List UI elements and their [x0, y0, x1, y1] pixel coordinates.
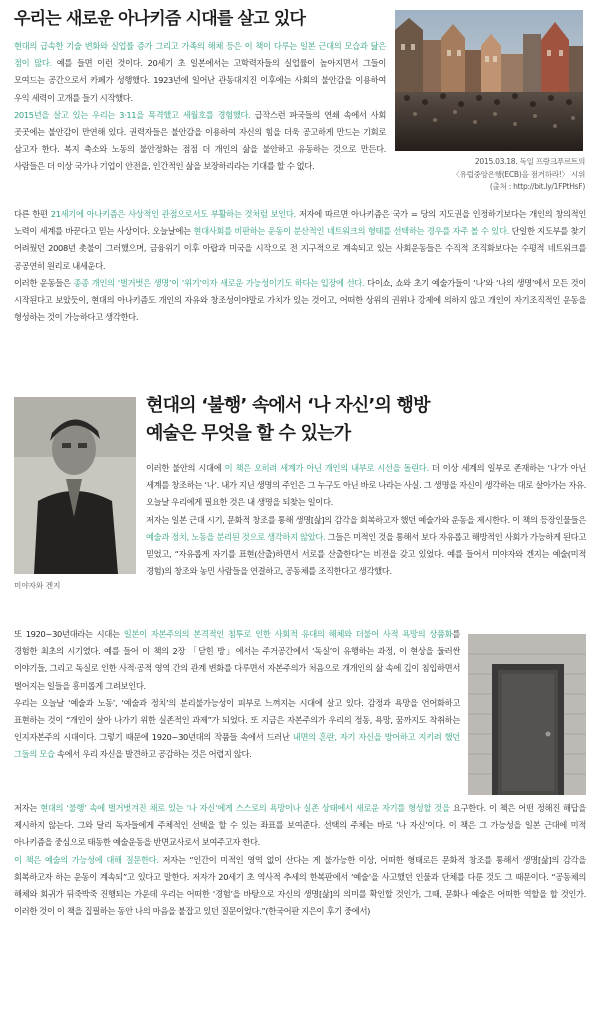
- highlighted-text: 종종 개인의 ‘벌거벗은 생명’이 ‘위기’이자 새로운 가능성이기도 하다는 입장에 선다.: [73, 277, 365, 288]
- section2-paragraph-2: [14, 626, 460, 764]
- body-text: 를 경험한 최초의 시기였다. 예를 들어 이 책의 2장 「닫힌 방」에서는 주거공간에서 ‘독실’이 유행하는 과정, 이 현상을 둘러싼 이야기들, 그리고 독실로 인한 사적·공적 영역 간의 관계 변화를 다루면서 자본주의가 처음으로 개개인의 삶 속에 깊이 침입하면서 벌어지는 일들을 흥미롭게 그려보인다.: [14, 629, 461, 691]
- photo-caption: [395, 156, 585, 194]
- highlighted-text: 현대의 ‘불행’ 속에 벌거벗겨진 채로 있는 ‘나 자신’에게 스스로의 욕망이나 실존 상태에서 새로운 자기를 형성할 것을: [40, 803, 450, 813]
- body-text: 속에서 우리 자신을 발견하고 공감하는 것은 어렵지 않다.: [54, 749, 252, 760]
- body-text: 저자에 따르면 아나키즘은 국가 = 당의 지도권을 인정하기보다는 개인의 창의적인 노력이 세계를 바꾼다고 믿는 사상이다. 오늘날에는: [14, 209, 586, 237]
- caption-line: 〈유럽중앙은행(ECB)을 점거하라!〉 시위: [452, 169, 585, 179]
- body-text: 이러한 운동들은: [14, 277, 74, 288]
- highlighted-text: 일본이 자본주의의 본격적인 침투로 인한 사회적 유대의 해체와 더불어 사적 욕망의 상품화: [123, 629, 453, 639]
- section1-body-paragraph: [14, 206, 586, 326]
- body-text: 그들은 미적인 것을 통해서 보다 자유롭고 해방적인 사회가 가능하게 된다고 믿었고, “자유롭게 자기를 표현(산출)하면서 서로를 산출한다”는 비전을 갖고 있었다. 예를 들어서 미야자와 겐지는 예술(미적 경험)의 창조와 농민 사람들을 연결하고, 공동체를 조직한다고 생각했다.: [146, 531, 586, 577]
- section2-paragraph-3: [14, 800, 586, 920]
- section2-title-block: [146, 392, 586, 448]
- highlighted-text: 이 책은 예술의 가능성에 대해 질문한다.: [14, 854, 159, 865]
- highlighted-text: 예술과 정치, 노동을 분리된 것으로 생각하지 않았다.: [146, 531, 326, 542]
- body-text: 또 1920~30년대라는 시대는: [14, 629, 124, 639]
- closed-door-image: [468, 634, 586, 795]
- body-text: 요구한다. 이 책은 어떤 정해진 해답을 제시하지 않는다. 그와 달리 독자들에게 주체적인 선택을 할 수 있는 좌표를 보여준다. 선택의 주체는 바로 ‘나 자신’이다. 이 책은 그 가능성을 일본 근대에 미적 아나키즘을 중심으로 태동한 예술운동을 반면교사로서 보여주고자 한다.: [14, 803, 586, 848]
- highlighted-text: 현대의 급속한 기술 변화와 실업률 증가 그리고 가족의 해체 등은 이 책이 다루는 일본 근대의 모습과 닮은 점이 많다.: [14, 41, 386, 69]
- highlighted-text: 내면의 혼란, 자기 자신을 방어하고 지키려 했던 그들의 모습: [14, 732, 460, 760]
- body-text: 예를 들면 이런 것이다. 20세기 초 일본에서는 고학력자들의 실업률이 높아지면서 그들이 모여드는 공간으로서 카페가 성행했다. 1923년에 일어난 관동대지진 이후에는 사회의 불안감을 이용하여 우익 세력이 고개를 들기 시작했다.: [14, 58, 387, 103]
- section2-subtitle: 예술은 무엇을 할 수 있는가: [146, 423, 351, 444]
- body-text: 저자는: [14, 803, 41, 813]
- highlighted-text: 21세기에 아나키즘은 사상적인 관점으로서도 부활하는 것처럼 보인다.: [50, 209, 296, 219]
- body-text: 단일한 지도부를 찾기 어려웠던 2008년 촛불이 그러했으며, 금융위기 이후 아랍과 미국을 시작으로 전 지구적으로 계속되고 있는 사회운동들은 수직적 조직화보다는 수평적 네트워크를 공공연히 원리로 내세운다.: [14, 226, 586, 271]
- body-text: 다른 한편: [14, 209, 51, 219]
- body-text: 급작스런 파국들의 연쇄 속에서 사회 곳곳에는 불안감이 만연해 있다. 권력자들은 불안감을 이용하여 자신의 힘을 더욱 공고하게 만드는 기회로 삼고자 한다. 복지 축소와 노동의 불안정화는 점점 더 개인의 삶을 불안하고 유동하는 것으로 만든다. 사람들은 더 이상 국가나 기업이 안전을, 인간적인 삶을 보장하리라는 기대를 할 수 없다.: [14, 109, 386, 172]
- body-text: 저자는 “인간이 미적인 영역 없이 산다는 게 불가능한 이상, 어떠한 형태로든 문화적 창조를 통해서 생명[삶]의 감각을 회복하고자 하는 운동이 계속되”고 있다고 말한다. 저자가 20세기 초 역사적 추세의 한복판에서 ‘예술’을 사고했던 인물과 단체를 다룬 것도 그 때문이다. “공동체의 해체와 회귀가 뒤죽박죽 진행되는 가운데 우리는 어떠한 ‘경험’을 바탕으로 자신의 생명[삶]의 의미를 확인할 것인가, 그때, 문화나 예술은 어떠한 역할을 할 것인가. 이러한 것이 이 책을 집필하는 동안 나의 마음을 붙잡고 있던 질문이었다.”(한국어판 지은이 후기 중에서): [14, 854, 586, 917]
- portrait-caption: 미야자와 겐지: [14, 581, 61, 590]
- body-text: 다이쇼, 쇼와 초기 예술가들이 ‘나’와 ‘나의 생명’에서 모든 것이 시작된다고 보았듯이, 현대의 아나키즘도 개인의 자유와 창조성이야말로 가치가 있는 것이고, 어떠한 상위의 권위나 강제에 의하지 않고 개인이 자기조직적인 운동을 형성하는 것이 가능하다고 생각한다.: [14, 277, 586, 323]
- body-text: 더 이상 세계의 일부로 존재하는 ‘나’가 아닌 세계를 창조하는 ‘나’. 내가 지닌 생명의 주인은 그 누구도 아닌 바로 나라는 사실. 그 생명을 자신이 생각하는 대로 살아가는 자유. 오늘날 우리에게 필요한 것은 내 생명을 되찾는 일이다.: [146, 463, 586, 508]
- door-photo: [468, 634, 586, 795]
- highlighted-text: 2015년을 살고 있는 우리는 3·11을 목격했고 세월호를 경험했다.: [14, 109, 251, 120]
- protest-crowd-photo: [395, 10, 583, 151]
- portrait-photo: [14, 397, 136, 574]
- section2-title: 현대의 ‘불행’ 속에서 ‘나 자신’의 행방: [146, 395, 430, 416]
- highlighted-text: 현대사회를 비판하는 운동이 분산적인 네트워크의 형태를 선택하는 경우를 자주 볼 수 있다.: [193, 226, 509, 237]
- body-text: 저자는 일본 근대 시기, 문화적 창조를 통해 생명[삶]의 감각을 회복하고자 했던 예술가와 운동을 제시한다. 이 책의 등장인물들은: [146, 514, 586, 525]
- section1-lead-paragraph: [14, 38, 386, 176]
- body-text: 우리는 오늘날 ‘예술과 노동’, ‘예술과 정치’의 분리불가능성이 피부로 느껴지는 시대에 살고 있다. 감정과 욕망을 언어화하고 표현하는 것이 “개인이 살아 나가기 위한 실존적인 과제”가 되었다. 또 지금은 자본주의가 우리의 정동, 욕망, 꿈까지도 착취하는 인지자본주의 시대이다. 그렇기 때문에 1920~30년대의 작품들 속에서 드러난: [14, 697, 460, 743]
- highlighted-text: 이 책은 오히려 세계가 아닌 개인의 내부로 시선을 돌린다.: [224, 463, 429, 473]
- portrait-image: [14, 397, 136, 574]
- caption-line: 2015.03.18. 독일 프랑크푸르트의: [474, 157, 585, 166]
- body-text: 이러한 불안의 시대에: [146, 463, 225, 473]
- section1-title: 우리는 새로운 아나키즘 시대를 살고 있다: [14, 9, 306, 29]
- protest-crowd-image: [395, 10, 583, 151]
- caption-line: (출처 : http://bit.ly/1FPtHsF): [489, 182, 585, 191]
- section2-paragraph-1: [146, 460, 586, 580]
